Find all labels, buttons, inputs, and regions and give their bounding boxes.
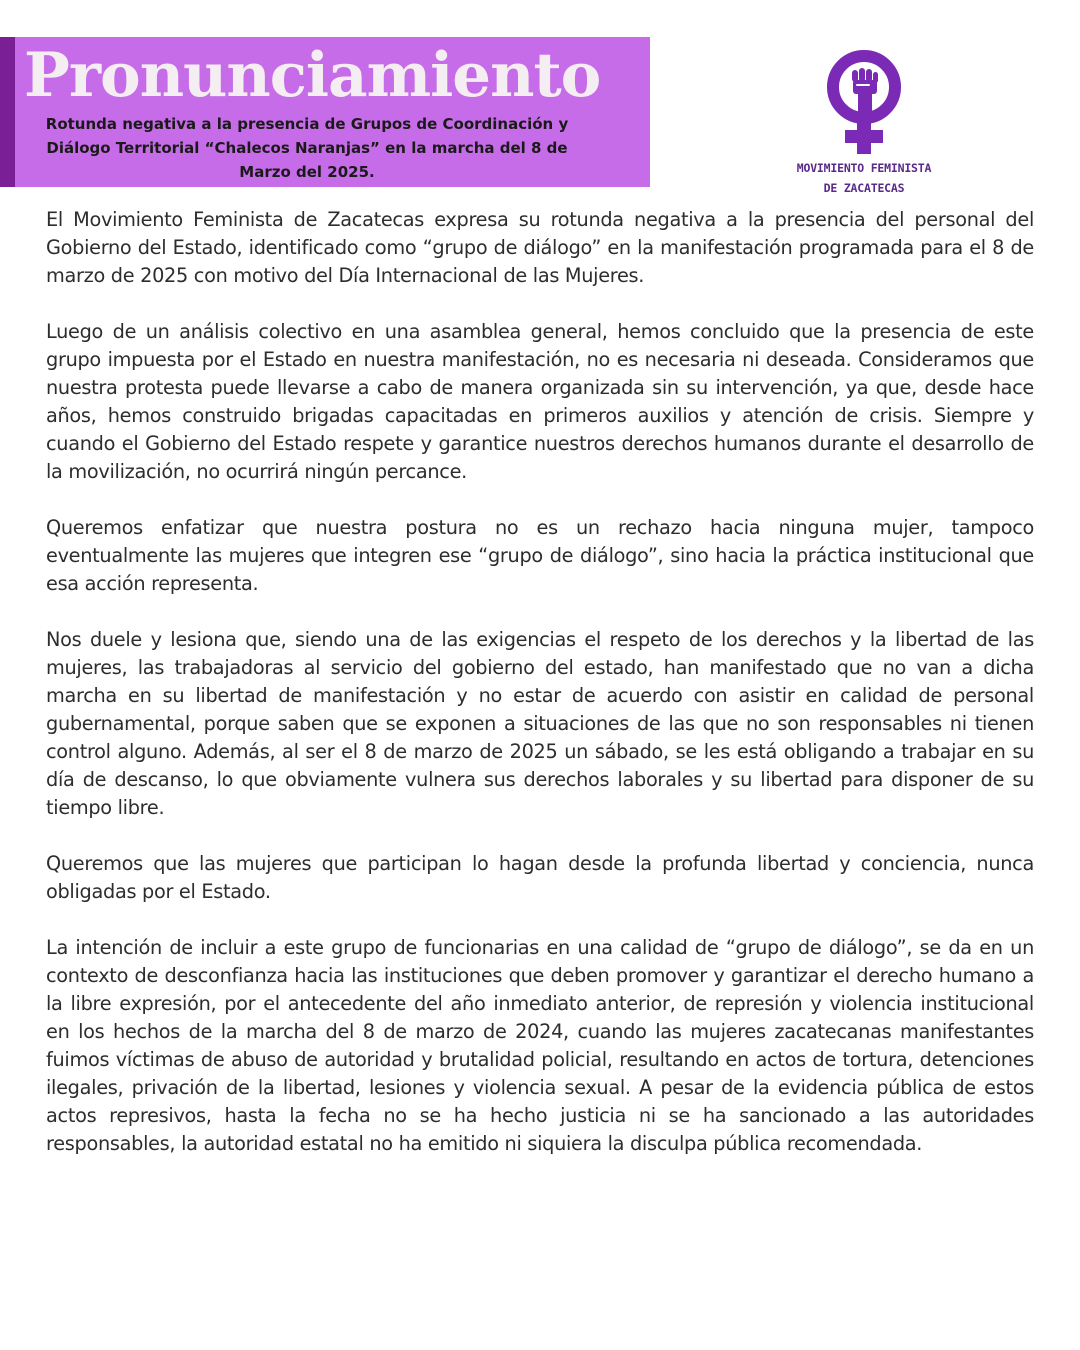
paragraph-2: Luego de un análisis colectivo en una asamblea general, hemos concluido que la presencia de este grupo impuesta por el Estado en nuestra manifestación, no es necesaria ni deseada. Consideramos que nuestra protesta puede llevarse a cabo de manera organizada sin su intervención, ya que, desde hace años, hemos construido brigadas capacitadas en primeros auxilios y atención de crisis. Siempre y cuando el Gobierno del Estado respete y garantice nuestros derechos humanos durante el desarrollo de la movilización, no ocurrirá ningún percance. — [46, 320, 1034, 483]
header-accent-bar — [0, 37, 15, 187]
header-banner — [0, 37, 650, 187]
paragraph-1: El Movimiento Feminista de Zacatecas expresa su rotunda negativa a la presencia del personal del Gobierno del Estado, identificado como “grupo de diálogo” en la manifestación programada para el 8 de marzo de 2025 con motivo del Día Internacional de las Mujeres. — [46, 208, 1034, 287]
feminist-fist-venus-icon — [780, 40, 948, 160]
paragraph-4: Nos duele y lesiona que, siendo una de las exigencias el respeto de los derechos y la libertad de las mujeres, las trabajadoras al servicio del gobierno del estado, han manifestado que no van a dicha marcha en su libertad de manifestación y no estar de acuerdo con asistir en calidad de personal gubernamental, porque saben que se exponen a situaciones de las que no son responsables ni tienen control alguno. Además, al ser el 8 de marzo de 2025 un sábado, se les está obligando a trabajar en su día de descanso, lo que obviamente vulnera sus derechos laborales y su libertad para disponer de su tiempo libre. — [46, 628, 1034, 819]
paragraph-3: Queremos enfatizar que nuestra postura no es un rechazo hacia ninguna mujer, tampoco eventualmente las mujeres que integren ese “grupo de diálogo”, sino hacia la práctica institucional que esa acción representa. — [46, 516, 1034, 595]
paragraph-6: La intención de incluir a este grupo de funcionarias en una calidad de “grupo de diálogo”, se da en un contexto de desconfianza hacia las instituciones que deben promover y garantizar el derecho humano a la libre expresión, por el antecedente del año inmediato anterior, de represión y violencia institucional en los hechos de la marcha del 8 de marzo de 2024, cuando las mujeres zacatecanas manifestantes fuimos víctimas de abuso de autoridad y brutalidad policial, resultando en actos de tortura, detenciones ilegales, privación de la libertad, lesiones y violencia sexual. A pesar de la evidencia pública de estos actos represivos, hasta la fecha no se ha hecho justicia ni se ha sancionado a las autoridades responsables, la autoridad estatal no ha emitido ni siquiera la disculpa pública recomendada. — [46, 936, 1034, 1155]
logo-text — [780, 158, 948, 198]
paragraph-5: Queremos que las mujeres que participan lo hagan desde la profunda libertad y conciencia, nunca obligadas por el Estado. — [46, 852, 1034, 903]
logo-line-1: MOVIMIENTO FEMINISTA — [796, 161, 932, 175]
page-subtitle: Rotunda negativa a la presencia de Grupos de Coordinación y Diálogo Territorial “Chalecos Naranjas” en la marcha del 8 de Marzo del 2025. — [45, 115, 569, 181]
logo-line-2: DE ZACATECAS — [823, 181, 905, 195]
statement-body — [46, 206, 1034, 1186]
organization-logo — [780, 40, 948, 200]
page-title: Pronunciamiento — [24, 40, 601, 111]
